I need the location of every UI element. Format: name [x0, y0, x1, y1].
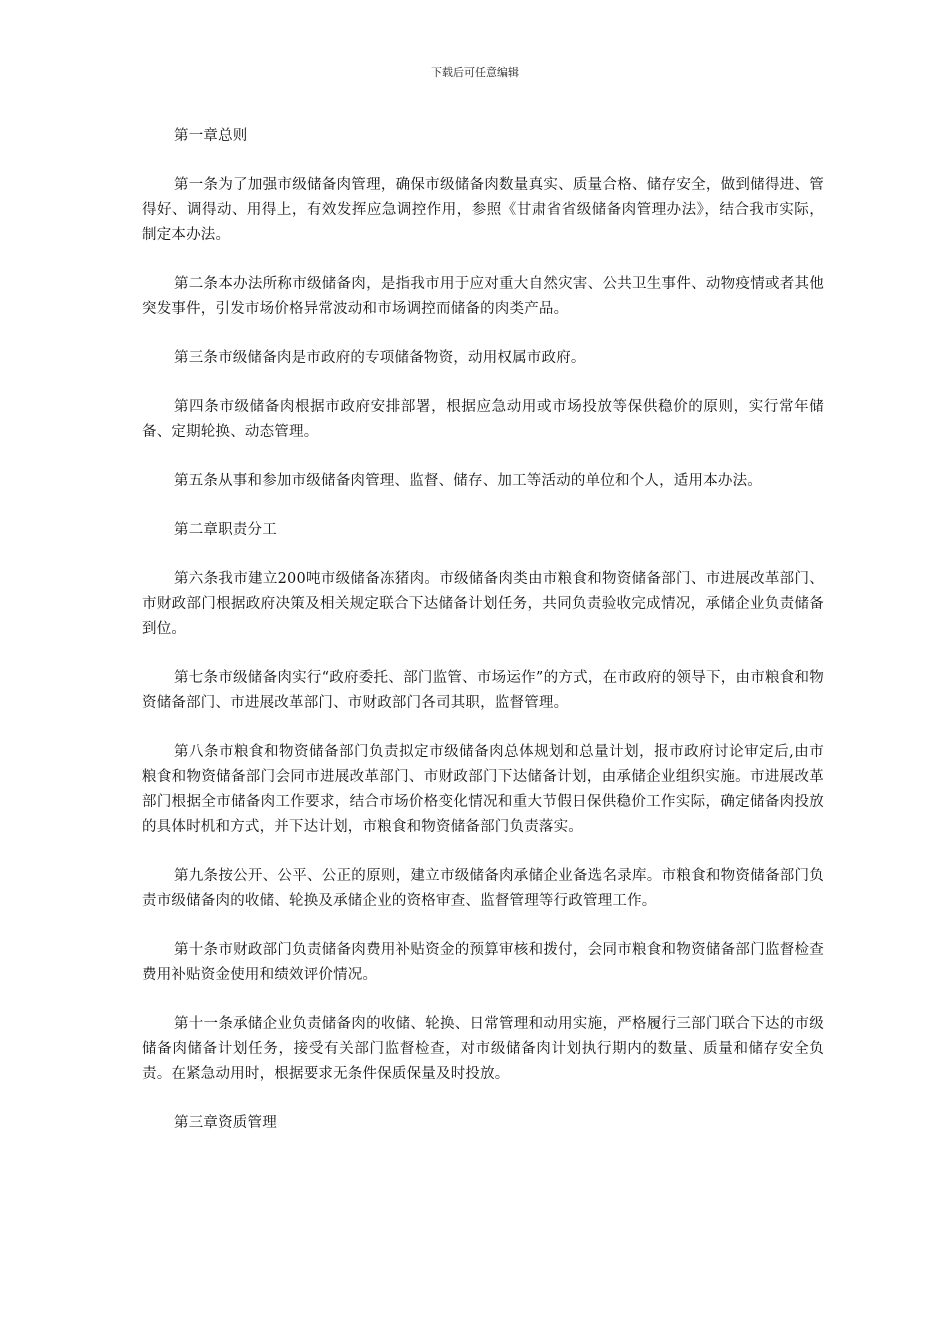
chapter-heading: 第三章资质管理: [174, 1115, 277, 1131]
article-paragraph: 第五条从事和参加市级储备肉管理、监督、储存、加工等活动的单位和个人，适用本办法。: [174, 473, 762, 489]
article-paragraph: 第四条市级储备肉根据市政府安排部署，根据应急动用或市场投放等保供稳价的原则，实行常年储备、定期轮换、动态管理。: [142, 399, 824, 440]
article-paragraph: 第六条我市建立200吨市级储备冻猪肉。市级储备肉类由市粮食和物资储备部门、市进展改革部门、市财政部门根据政府决策及相关规定联合下达储备计划任务，共同负责验收完成情况，承储企业负责储备到位。: [142, 571, 824, 637]
article-paragraph: 第八条市粮食和物资储备部门负责拟定市级储备肉总体规划和总量计划，报市政府讨论审定后,由市粮食和物资储备部门会同市进展改革部门、市财政部门下达储备计划，由承储企业组织实施。市进展改革部门根据全市储备肉工作要求，结合市场价格变化情况和重大节假日保供稳价工作实际，确定储备肉投放的具体时机和方式，并下达计划，市粮食和物资储备部门负责落实。: [142, 744, 824, 835]
document-body: [142, 124, 824, 1160]
article-paragraph: 第七条市级储备肉实行“政府委托、部门监管、市场运作”的方式，在市政府的领导下，由市粮食和物资储备部门、市进展改革部门、市财政部门各司其职，监督管理。: [142, 670, 824, 711]
article-paragraph: 第一条为了加强市级储备肉管理，确保市级储备肉数量真实、质量合格、储存安全，做到储得进、管得好、调得动、用得上，有效发挥应急调控作用，参照《甘肃省省级储备肉管理办法》，结合我市实际，制定本办法。: [142, 177, 824, 243]
page-header-note: 下载后可任意编辑: [431, 66, 519, 79]
chapter-heading: 第二章职责分工: [174, 522, 277, 538]
article-paragraph: 第十一条承储企业负责储备肉的收储、轮换、日常管理和动用实施，严格履行三部门联合下达的市级储备肉储备计划任务，接受有关部门监督检查，对市级储备肉计划执行期内的数量、质量和储存安全负责。在紧急动用时，根据要求无条件保质保量及时投放。: [142, 1016, 824, 1082]
article-paragraph: 第九条按公开、公平、公正的原则，建立市级储备肉承储企业备选名录库。市粮食和物资储备部门负责市级储备肉的收储、轮换及承储企业的资格审查、监督管理等行政管理工作。: [142, 868, 824, 909]
article-paragraph: 第三条市级储备肉是市政府的专项储备物资，动用权属市政府。: [174, 350, 586, 366]
chapter-heading: 第一章总则: [174, 128, 248, 144]
article-paragraph: 第二条本办法所称市级储备肉，是指我市用于应对重大自然灾害、公共卫生事件、动物疫情或者其他突发事件，引发市场价格异常波动和市场调控而储备的肉类产品。: [142, 276, 824, 317]
article-paragraph: 第十条市财政部门负责储备肉费用补贴资金的预算审核和拨付，会同市粮食和物资储备部门监督检查费用补贴资金使用和绩效评价情况。: [142, 942, 824, 983]
